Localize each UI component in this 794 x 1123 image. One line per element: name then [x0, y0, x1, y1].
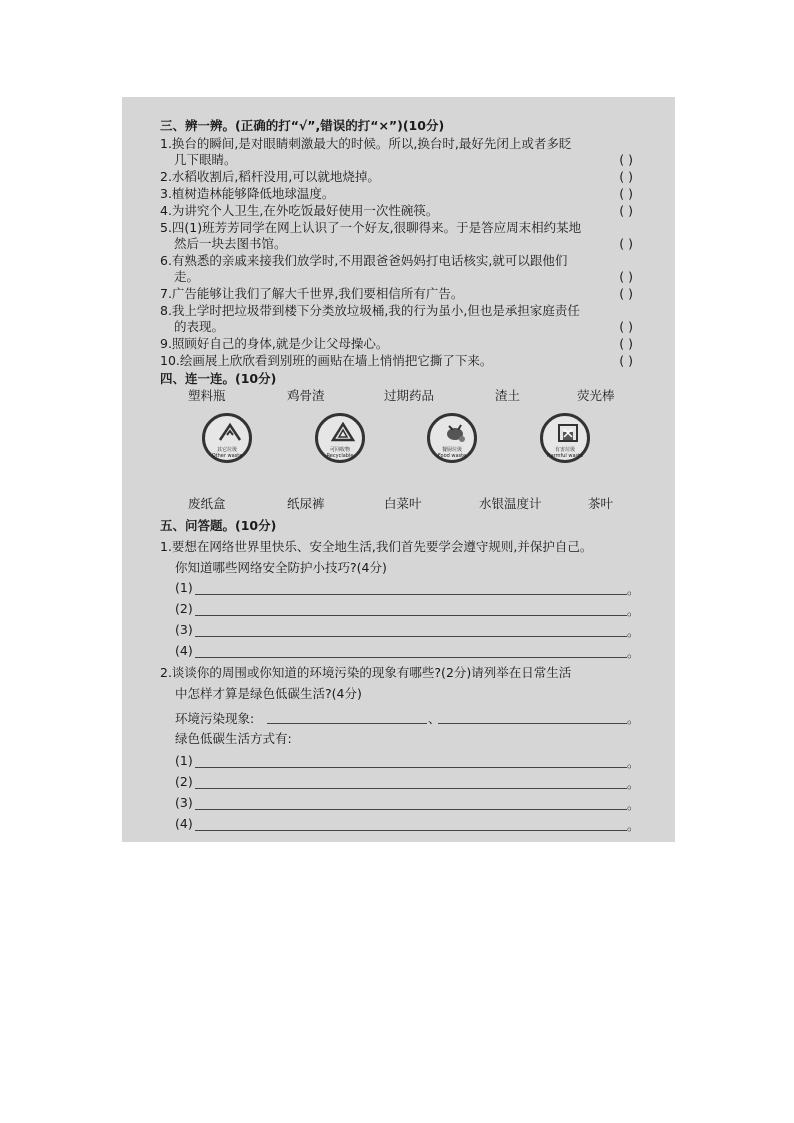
- q2-answer-line-3[interactable]: [195, 809, 627, 810]
- q2-period-4: 。: [627, 818, 640, 833]
- bin-recyclable[interactable]: [315, 413, 365, 463]
- s3-item-5-line1: 5.四(1)班芳芳同学在网上认识了一个好友,很聊得来。于是答应周末相约某地: [160, 220, 582, 235]
- q2-answer-label-4: (4): [175, 816, 193, 831]
- q2-period-2: 。: [627, 776, 640, 791]
- bin-label: 有害垃圾 Harmful waste: [546, 447, 584, 459]
- q2-period-3: 。: [627, 797, 640, 812]
- q1-period-2: 。: [627, 603, 640, 618]
- q1-line1: 1.要想在网络世界里快乐、安全地生活,我们首先要学会遵守规则,并保护自己。: [160, 539, 593, 554]
- q1-period-3: 。: [627, 624, 640, 639]
- q1-line2: 你知道哪些网络安全防护小技巧?(4分): [175, 560, 387, 575]
- s3-answer-paren-4[interactable]: ( ): [619, 203, 633, 218]
- other-waste-icon: [216, 422, 244, 444]
- bottom-word-1[interactable]: 废纸盒: [188, 496, 226, 511]
- s3-item-10: 10.绘画展上欣欣看到别班的画贴在墙上悄悄把它撕了下来。: [160, 353, 493, 368]
- food-waste-icon: [441, 422, 469, 444]
- q2-comma: 、: [428, 711, 441, 726]
- q2-line2: 中怎样才算是绿色低碳生活?(4分): [175, 686, 362, 701]
- s3-item-8-line2: 的表现。: [174, 319, 225, 334]
- s3-item-7: 7.广告能够让我们了解大千世界,我们要相信所有广告。: [160, 286, 464, 301]
- bin-food-waste[interactable]: [427, 413, 477, 463]
- s3-item-9: 9.照顾好自己的身体,就是少让父母操心。: [160, 336, 389, 351]
- section5-title: 五、问答题。(10分): [160, 518, 277, 533]
- top-word-5[interactable]: 荧光棒: [577, 388, 615, 403]
- s3-answer-paren-2[interactable]: ( ): [619, 169, 633, 184]
- s3-answer-paren-7[interactable]: ( ): [619, 286, 633, 301]
- top-word-4[interactable]: 渣土: [495, 388, 521, 403]
- q2-answer-line-4[interactable]: [195, 830, 627, 831]
- q1-answer-label-3: (3): [175, 622, 193, 637]
- bin-label: 可回收物 Recyclable: [326, 447, 354, 459]
- q2-pollution-line-2[interactable]: [438, 723, 627, 724]
- q1-period-1: 。: [627, 582, 640, 597]
- q1-period-4: 。: [627, 645, 640, 660]
- s3-answer-paren-9[interactable]: ( ): [619, 336, 633, 351]
- bin-label: 餐厨垃圾 Food waste: [437, 447, 467, 459]
- q2-pollution-period: 。: [627, 711, 640, 726]
- q1-answer-label-2: (2): [175, 601, 193, 616]
- recyclable-icon: [329, 422, 357, 444]
- s3-item-3: 3.植树造林能够降低地球温度。: [160, 186, 335, 201]
- s3-item-5-line2: 然后一块去图书馆。: [174, 236, 287, 251]
- s3-item-6-line2: 走。: [174, 269, 200, 284]
- s3-answer-paren-3[interactable]: ( ): [619, 186, 633, 201]
- section3-title: 三、辨一辨。(正确的打“√”,错误的打“×”)(10分): [160, 118, 445, 133]
- q2-answer-label-1: (1): [175, 753, 193, 768]
- worksheet-scan: [122, 97, 675, 842]
- q2-period-1: 。: [627, 755, 640, 770]
- top-word-1[interactable]: 塑料瓶: [188, 388, 226, 403]
- s3-item-8-line1: 8.我上学时把垃圾带到楼下分类放垃圾桶,我的行为虽小,但也是承担家庭责任: [160, 303, 580, 318]
- q2-answer-label-2: (2): [175, 774, 193, 789]
- bin-label: 其它垃圾 Other waste: [211, 447, 243, 459]
- q2-answer-line-2[interactable]: [195, 788, 627, 789]
- s3-item-4: 4.为讲究个人卫生,在外吃饭最好使用一次性碗筷。: [160, 203, 439, 218]
- q2-answer-label-3: (3): [175, 795, 193, 810]
- section4-title: 四、连一连。(10分): [160, 371, 277, 386]
- s3-item-2: 2.水稻收割后,稻杆没用,可以就地烧掉。: [160, 169, 380, 184]
- s3-answer-paren-6[interactable]: ( ): [619, 269, 633, 284]
- q1-answer-line-3[interactable]: [195, 636, 627, 637]
- q2-green-label: 绿色低碳生活方式有:: [175, 731, 292, 746]
- bin-other-waste[interactable]: [202, 413, 252, 463]
- bin-harmful-waste[interactable]: [540, 413, 590, 463]
- bottom-word-3[interactable]: 白菜叶: [384, 496, 422, 511]
- q2-line1: 2.谈谈你的周围或你知道的环境污染的现象有哪些?(2分)请列举在日常生活: [160, 665, 572, 680]
- s3-item-1-line1: 1.换台的瞬间,是对眼睛刺激最大的时候。所以,换台时,最好先闭上或者多眨: [160, 136, 572, 151]
- q1-answer-label-1: (1): [175, 580, 193, 595]
- q2-answer-line-1[interactable]: [195, 767, 627, 768]
- bottom-word-5[interactable]: 茶叶: [588, 496, 614, 511]
- q1-answer-line-4[interactable]: [195, 657, 627, 658]
- top-word-3[interactable]: 过期药品: [384, 388, 435, 403]
- s3-item-1-line2: 几下眼睛。: [174, 152, 237, 167]
- bottom-word-4[interactable]: 水银温度计: [479, 496, 542, 511]
- top-word-2[interactable]: 鸡骨渣: [287, 388, 325, 403]
- s3-answer-paren-10[interactable]: ( ): [619, 353, 633, 368]
- q1-answer-label-4: (4): [175, 643, 193, 658]
- harmful-waste-icon: [554, 422, 582, 444]
- q1-answer-line-1[interactable]: [195, 594, 627, 595]
- s3-answer-paren-8[interactable]: ( ): [619, 319, 633, 334]
- bottom-word-2[interactable]: 纸尿裤: [287, 496, 325, 511]
- q1-answer-line-2[interactable]: [195, 615, 627, 616]
- s3-item-6-line1: 6.有熟悉的亲戚来接我们放学时,不用跟爸爸妈妈打电话核实,就可以跟他们: [160, 253, 568, 268]
- q2-pollution-label: 环境污染现象:: [175, 711, 255, 726]
- s3-answer-paren-5[interactable]: ( ): [619, 236, 633, 251]
- s3-answer-paren-1[interactable]: ( ): [619, 152, 633, 167]
- q2-pollution-line-1[interactable]: [267, 723, 427, 724]
